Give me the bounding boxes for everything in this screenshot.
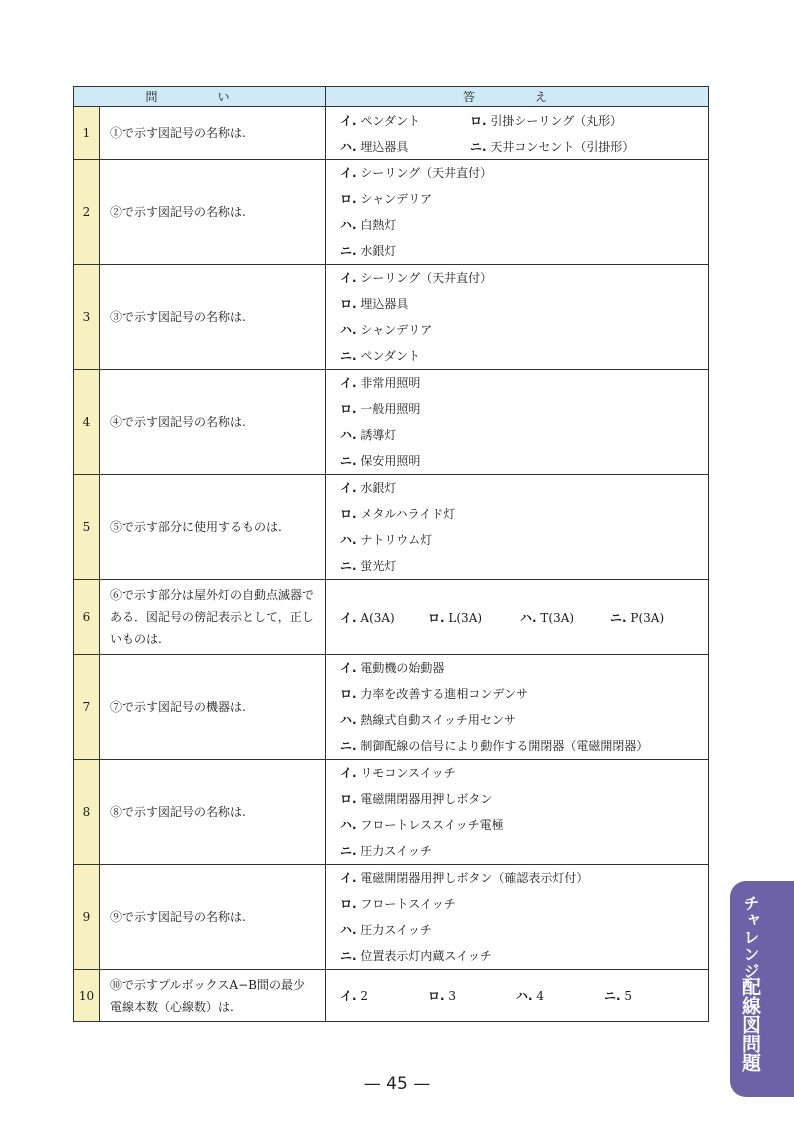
option: ニ. 保安用照明 bbox=[340, 454, 421, 468]
option: ロ. 力率を改善する進相コンデンサ bbox=[340, 687, 529, 701]
option: ロ. L(3A) bbox=[428, 610, 483, 625]
table-row bbox=[74, 107, 709, 160]
question-text: ⑨で示す図記号の名称は. bbox=[100, 865, 326, 970]
page-number: — 45 — bbox=[363, 1074, 431, 1094]
section-tab-title: 配線図問題 bbox=[739, 977, 761, 1072]
question-number: 3 bbox=[74, 265, 100, 370]
table-row bbox=[74, 160, 709, 265]
answer-options bbox=[326, 160, 709, 265]
section-tab bbox=[730, 881, 794, 1097]
option: ハ. T(3A) bbox=[520, 610, 575, 625]
question-number: 8 bbox=[74, 760, 100, 865]
option: ニ. ペンダント bbox=[340, 349, 421, 363]
table-row bbox=[74, 760, 709, 865]
answer-options bbox=[326, 370, 709, 475]
option: ハ. 誘導灯 bbox=[340, 428, 397, 442]
option: ニ. 制御配線の信号により動作する開閉器（電磁開閉器） bbox=[340, 739, 649, 753]
option: ロ. メタルハライド灯 bbox=[340, 507, 456, 521]
option: ニ. 天井コンセント（引掛形） bbox=[470, 139, 635, 154]
table-row bbox=[74, 865, 709, 970]
option: イ. シーリング（天井直付） bbox=[340, 271, 493, 285]
option: ハ. 4 bbox=[516, 989, 545, 1003]
question-text: ⑤で示す部分に使用するものは. bbox=[100, 475, 326, 580]
answer-header: 答 え bbox=[326, 87, 709, 107]
option: イ. シーリング（天井直付） bbox=[340, 166, 493, 180]
answer-options bbox=[326, 107, 709, 160]
option: イ. ペンダント bbox=[340, 113, 421, 128]
table-row bbox=[74, 580, 709, 655]
answer-options bbox=[326, 865, 709, 970]
option: ロ. シャンデリア bbox=[340, 192, 433, 206]
question-number: 10 bbox=[74, 970, 100, 1022]
answer-options bbox=[326, 265, 709, 370]
option: ハ. 白熱灯 bbox=[340, 218, 397, 232]
question-text: ③で示す図記号の名称は. bbox=[100, 265, 326, 370]
option: ニ. 圧力スイッチ bbox=[340, 844, 432, 858]
question-text: ⑥で示す部分は屋外灯の自動点滅器である．図記号の傍記表示として，正しいものは. bbox=[100, 580, 326, 655]
option: ハ. シャンデリア bbox=[340, 323, 433, 337]
question-number: 5 bbox=[74, 475, 100, 580]
option: ハ. 熱線式自動スイッチ用センサ bbox=[340, 713, 516, 727]
option: ニ. 蛍光灯 bbox=[340, 559, 397, 573]
answer-options bbox=[326, 970, 709, 1022]
section-tab-subtitle: チャレンジ bbox=[741, 895, 760, 980]
option-line bbox=[326, 133, 708, 159]
option: イ. 電磁開閉器用押しボタン（確認表示灯付） bbox=[340, 871, 589, 885]
option: ロ. 一般用照明 bbox=[340, 402, 421, 416]
question-number: 4 bbox=[74, 370, 100, 475]
option: ハ. フロートレススイッチ電極 bbox=[340, 818, 504, 832]
qa-table bbox=[73, 86, 709, 1022]
option: イ. 水銀灯 bbox=[340, 481, 397, 495]
table-row bbox=[74, 370, 709, 475]
option: ニ. 水銀灯 bbox=[340, 244, 397, 258]
option: イ. A(3A) bbox=[340, 610, 395, 625]
answer-options bbox=[326, 475, 709, 580]
table-header-row bbox=[74, 87, 709, 107]
question-text: ⑦で示す図記号の機器は. bbox=[100, 655, 326, 760]
option: ハ. 埋込器具 bbox=[340, 139, 409, 154]
question-number: 1 bbox=[74, 107, 100, 160]
question-text: ⑩で示すプルボックスA−B間の最少電線本数（心線数）は. bbox=[100, 970, 326, 1022]
option: ロ. 埋込器具 bbox=[340, 297, 409, 311]
option: イ. 2 bbox=[340, 989, 369, 1003]
option-line bbox=[326, 604, 708, 630]
question-text: ⑧で示す図記号の名称は. bbox=[100, 760, 326, 865]
option-line bbox=[326, 983, 708, 1009]
table-row bbox=[74, 265, 709, 370]
option: イ. 電動機の始動器 bbox=[340, 661, 445, 675]
option: ニ. P(3A) bbox=[610, 610, 665, 625]
option-line bbox=[326, 107, 708, 133]
option: イ. リモコンスイッチ bbox=[340, 766, 456, 780]
option: イ. 非常用照明 bbox=[340, 376, 421, 390]
option: ロ. 引掛シーリング（丸形） bbox=[470, 113, 623, 128]
table-row bbox=[74, 970, 709, 1022]
question-header: 問 い bbox=[74, 87, 326, 107]
table-row bbox=[74, 475, 709, 580]
option: ハ. ナトリウム灯 bbox=[340, 533, 433, 547]
question-number: 7 bbox=[74, 655, 100, 760]
question-text: ②で示す図記号の名称は. bbox=[100, 160, 326, 265]
question-text: ④で示す図記号の名称は. bbox=[100, 370, 326, 475]
question-number: 2 bbox=[74, 160, 100, 265]
question-number: 6 bbox=[74, 580, 100, 655]
option: ハ. 圧力スイッチ bbox=[340, 923, 432, 937]
answer-options bbox=[326, 760, 709, 865]
option: ロ. 3 bbox=[428, 989, 457, 1003]
option: ニ. 位置表示灯内蔵スイッチ bbox=[340, 949, 492, 963]
answer-options bbox=[326, 655, 709, 760]
answer-options bbox=[326, 580, 709, 655]
option: ニ. 5 bbox=[604, 989, 633, 1003]
question-number: 9 bbox=[74, 865, 100, 970]
table-row bbox=[74, 655, 709, 760]
option: ロ. 電磁開閉器用押しボタン bbox=[340, 792, 493, 806]
option: ロ. フロートスイッチ bbox=[340, 897, 456, 911]
question-text: ①で示す図記号の名称は. bbox=[100, 107, 326, 160]
